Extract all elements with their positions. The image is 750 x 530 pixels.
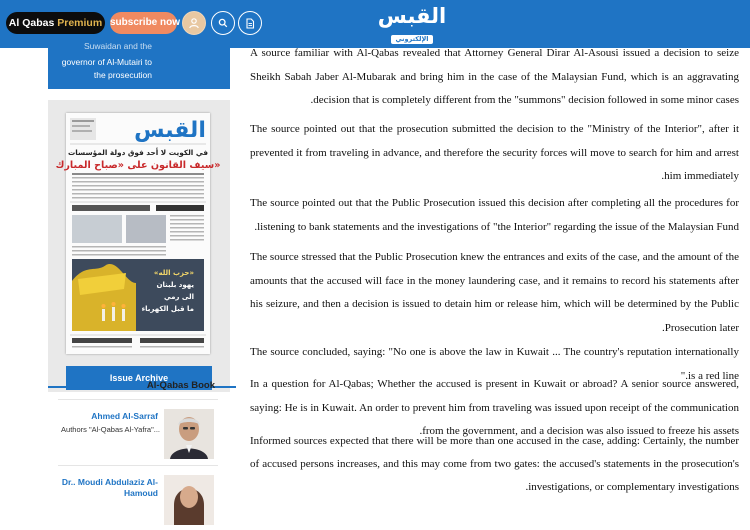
newspaper-headline-small: في الكويت لا أحد فوق دولة المؤسسات	[67, 148, 209, 157]
article-paragraph: Informed sources expected that there will be more than one accused in the case, adding: Certainly, the number of accused persons increases, and this may come from two gates: the accused's statements in the prosecution's investigations, or complementary investigations.	[250, 435, 739, 493]
author-photo[interactable]	[164, 475, 214, 525]
books-heading: Al-Qabas Book	[146, 380, 215, 391]
search-button[interactable]	[211, 11, 235, 35]
article-paragraph: A source familiar with Al-Qabas revealed that Attorney General Dirar Al-Asousi issued a decision to seize Sheikh Sabah Jaber Al-Mubarak and bring him in the case of the Malaysian Fund, which is an aggravating decision that is completely different from the "summons" decision followed in some minor cases.	[250, 47, 739, 106]
newspaper-cover-art	[55, 113, 221, 354]
author-portrait	[164, 475, 214, 525]
premium-label: Premium	[57, 17, 103, 29]
issue-archive-box	[48, 100, 230, 392]
article-paragraph: The source concluded, saying: "No one is above the law in Kuwait ... The country's reputation internationally is a red line."	[250, 346, 739, 382]
premium-brand: Al Qabas	[8, 17, 55, 29]
issue-archive-button[interactable]: Issue Archive	[66, 366, 212, 390]
user-account-button[interactable]	[182, 11, 206, 35]
article-paragraph: The source stressed that the Public Prosecution knew the entrances and exits of the case, and the amount of the amounts that the accused will face in the money laundering case, and it remains to record his statements after his seizure, and then a decision is issued to detain him or release him, which will be determined by the Public Prosecution later.	[250, 251, 739, 334]
article-paragraph: In a question for Al-Qabas; Whether the accused is present in Kuwait or abroad? A senior source answered, saying: He is in Kuwait. An order to prevent him from traveling was issued upon receipt of the communication from the government, and a decision was also issued to freeze his assets.	[250, 378, 739, 437]
document-icon	[245, 18, 255, 29]
logo-text: القبس	[377, 4, 447, 28]
subscribe-button[interactable]: subscribe now	[110, 12, 177, 34]
newspaper-headline-big: سيف القانون على «صباح المبارك»	[55, 160, 221, 171]
author-photo[interactable]	[164, 409, 214, 459]
newspaper-quote-1: «حزب الله»	[153, 269, 194, 277]
newspaper-quote-2: يهود بلبنان	[156, 281, 194, 289]
author-name[interactable]: Dr.. Moudi Abdulaziz Al-Hamoud	[61, 477, 158, 498]
article-paragraph: The source pointed out that the prosecution submitted the decision to the "Ministry of the Interior", after it prevented it from traveling in advance, and therefore the security forces will move to search for him and arrest him immediately.	[250, 123, 739, 182]
card-line-2: governor of Al-Mutairi to	[61, 57, 152, 67]
premium-button[interactable]	[6, 12, 105, 34]
author-description: Authors "Al-Qabas Al-Yafra"...	[61, 425, 160, 434]
author-name[interactable]: Ahmed Al-Sarraf	[91, 411, 158, 421]
author-item[interactable]	[58, 465, 218, 505]
newspaper-cover[interactable]	[55, 113, 221, 354]
card-line-1: Suwaidan and the	[83, 41, 152, 51]
article-paragraph: The source pointed out that the Public Prosecution issued this decision after completing all the procedures for listening to bank statements and the investigations of "the Interior" regarding the issue of the Malaysian Fund.	[250, 197, 739, 233]
author-item[interactable]	[58, 399, 218, 465]
newspaper-masthead: القبس	[134, 118, 206, 143]
user-icon	[188, 17, 200, 29]
pdf-button[interactable]	[238, 11, 262, 35]
newspaper-quote-3: الى رمي	[164, 293, 194, 301]
site-logo[interactable]	[372, 4, 452, 44]
author-portrait	[164, 409, 214, 459]
newspaper-quote-4: ما قبل الكهرباء	[141, 305, 194, 313]
search-icon	[218, 18, 228, 28]
logo-subtext: الإلكتروني	[391, 35, 432, 44]
card-line-3: the prosecution	[93, 70, 152, 80]
related-story-card[interactable]	[48, 41, 230, 89]
